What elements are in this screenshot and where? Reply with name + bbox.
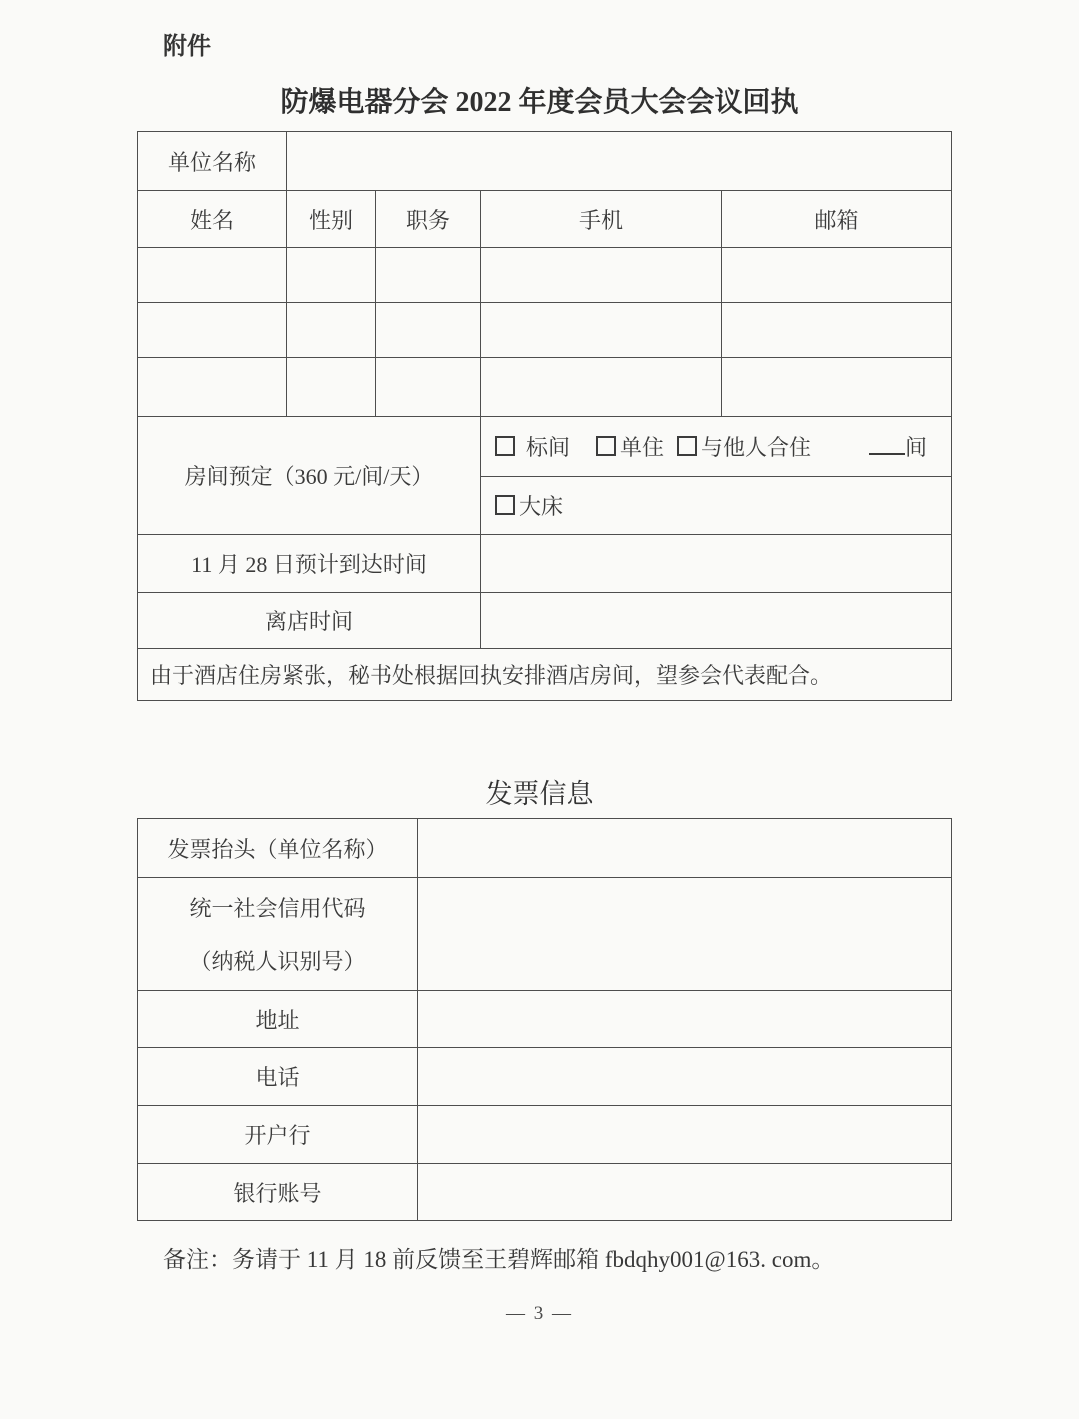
checkbox-single-stay-icon — [596, 436, 616, 456]
bank-account-row — [138, 1164, 952, 1221]
empty-cell — [481, 303, 722, 358]
rooms-count-suffix: 间 — [905, 435, 928, 460]
unit-name-row — [138, 132, 952, 191]
bank-label: 开户行 — [138, 1106, 418, 1164]
empty-cell — [138, 303, 287, 358]
bank-account-value-cell — [418, 1164, 952, 1221]
document-title: 防爆电器分会 2022 年度会员大会会议回执 — [280, 87, 799, 118]
empty-cell — [481, 358, 722, 417]
hotel-note-row — [138, 649, 952, 701]
option-share-room-label: 与他人合住 — [701, 435, 812, 460]
empty-cell — [481, 248, 722, 303]
credit-code-row — [138, 878, 952, 991]
option-standard-room-label: 标间 — [526, 435, 571, 460]
departure-time-row — [138, 593, 952, 649]
empty-cell — [138, 358, 287, 417]
arrival-time-row — [138, 535, 952, 593]
address-label: 地址 — [138, 991, 418, 1048]
option-king-bed — [495, 494, 563, 519]
unit-name-label: 单位名称 — [138, 132, 287, 191]
empty-cell — [722, 303, 952, 358]
header-email: 邮箱 — [722, 191, 952, 248]
invoice-section-title: 发票信息 — [485, 779, 594, 809]
credit-code-label — [138, 878, 418, 991]
unit-name-value-cell — [287, 132, 952, 191]
room-booking-label: 房间预定（360 元/间/天） — [138, 417, 481, 535]
bed-option-cell — [481, 477, 952, 535]
option-standard-room — [495, 435, 570, 460]
credit-code-value-cell — [418, 878, 952, 991]
phone-row — [138, 1048, 952, 1106]
meeting-reply-table — [137, 131, 952, 701]
empty-cell — [376, 248, 481, 303]
checkbox-share-room-icon — [677, 436, 697, 456]
option-single-stay — [596, 435, 664, 460]
departure-time-label: 离店时间 — [138, 593, 481, 649]
empty-cell — [138, 248, 287, 303]
option-king-bed-label: 大床 — [519, 494, 564, 519]
bank-value-cell — [418, 1106, 952, 1164]
attendee-row-1 — [138, 248, 952, 303]
invoice-header-value-cell — [418, 819, 952, 878]
invoice-header-row — [138, 819, 952, 878]
invoice-info-table — [137, 818, 952, 1221]
attendee-row-3 — [138, 358, 952, 417]
option-single-stay-label: 单住 — [620, 435, 665, 460]
checkbox-standard-room-icon — [495, 436, 515, 456]
arrival-time-label: 11 月 28 日预计到达时间 — [138, 535, 481, 593]
empty-cell — [287, 358, 376, 417]
address-row — [138, 991, 952, 1048]
empty-cell — [287, 248, 376, 303]
attendee-row-2 — [138, 303, 952, 358]
bank-row — [138, 1106, 952, 1164]
bank-account-label: 银行账号 — [138, 1164, 418, 1221]
credit-code-label-line2: （纳税人识别号） — [189, 949, 366, 974]
header-position: 职务 — [376, 191, 481, 248]
hotel-note-text: 由于酒店住房紧张，秘书处根据回执安排酒店房间，望参会代表配合。 — [138, 649, 952, 701]
empty-cell — [287, 303, 376, 358]
room-booking-row-1 — [138, 417, 952, 477]
address-value-cell — [418, 991, 952, 1048]
footer-remark: 备注：务请于 11 月 18 前反馈至王碧辉邮箱 fbdqhy001@163. com。 — [163, 1247, 835, 1272]
room-type-options-cell — [481, 417, 952, 477]
empty-cell — [376, 358, 481, 417]
rooms-count-blank — [869, 447, 905, 455]
header-name: 姓名 — [138, 191, 287, 248]
option-share-room — [677, 435, 811, 460]
attachment-label: 附件 — [163, 34, 211, 60]
header-gender: 性别 — [287, 191, 376, 248]
phone-label: 电话 — [138, 1048, 418, 1106]
checkbox-king-bed-icon — [495, 495, 515, 515]
page-number: — 3 — — [506, 1303, 573, 1324]
empty-cell — [722, 248, 952, 303]
credit-code-label-line1: 统一社会信用代码 — [189, 896, 366, 921]
header-mobile: 手机 — [481, 191, 722, 248]
empty-cell — [376, 303, 481, 358]
phone-value-cell — [418, 1048, 952, 1106]
invoice-header-label: 发票抬头（单位名称） — [138, 819, 418, 878]
empty-cell — [722, 358, 952, 417]
attendee-header-row — [138, 191, 952, 248]
departure-time-value-cell — [481, 593, 952, 649]
arrival-time-value-cell — [481, 535, 952, 593]
